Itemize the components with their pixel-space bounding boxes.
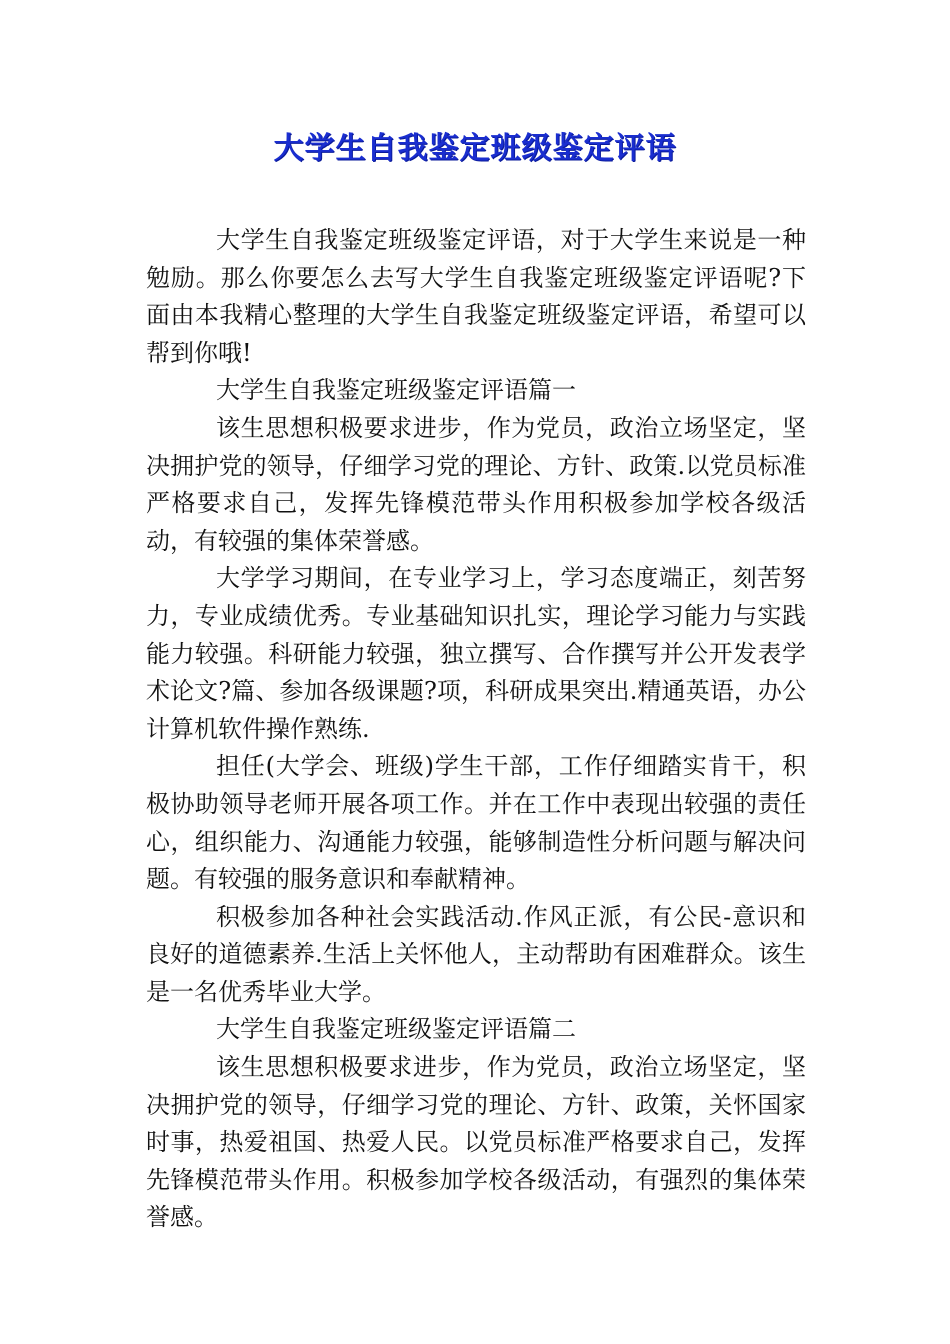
body-paragraph: 该生思想积极要求进步，作为党员，政治立场坚定，坚决拥护党的领导，仔细学习党的理论、方针、政策.以党员标准严格要求自己，发挥先锋模范带头作用积极参加学校各级活动，有较强的集体荣誉感。 — [146, 413, 806, 555]
section-heading-1: 大学生自我鉴定班级鉴定评语篇一 — [216, 376, 576, 405]
body-paragraph: 大学学习期间，在专业学习上，学习态度端正，刻苦努力，专业成绩优秀。专业基础知识扎实，理论学习能力与实践能力较强。科研能力较强，独立撰写、合作撰写并公开发表学术论文?篇、参加各级课题?项，科研成果突出.精通英语，办公计算机软件操作熟练. — [146, 564, 806, 743]
document-title: 大学生自我鉴定班级鉴定评语 — [273, 131, 677, 166]
body-paragraph: 担任(大学会、班级)学生干部，工作仔细踏实肯干，积极协助领导老师开展各项工作。并在工作中表现出较强的责任心，组织能力、沟通能力较强，能够制造性分析问题与解决问题。有较强的服务意识和奉献精神。 — [146, 752, 806, 894]
document-body — [146, 222, 806, 1237]
body-paragraph: 积极参加各种社会实践活动.作风正派，有公民-意识和良好的道德素养.生活上关怀他人，主动帮助有困难群众。该生是一名优秀毕业大学。 — [146, 902, 806, 1006]
intro-paragraph: 大学生自我鉴定班级鉴定评语，对于大学生来说是一种勉励。那么你要怎么去写大学生自我鉴定班级鉴定评语呢?下面由本我精心整理的大学生自我鉴定班级鉴定评语，希望可以帮到你哦! — [146, 226, 806, 367]
body-paragraph: 该生思想积极要求进步，作为党员，政治立场坚定，坚决拥护党的领导，仔细学习党的理论、方针、政策，关怀国家时事，热爱祖国、热爱人民。以党员标准严格要求自己，发挥先锋模范带头作用。积极参加学校各级活动，有强烈的集体荣誉感。 — [146, 1053, 806, 1232]
section-heading-2: 大学生自我鉴定班级鉴定评语篇二 — [216, 1015, 576, 1044]
